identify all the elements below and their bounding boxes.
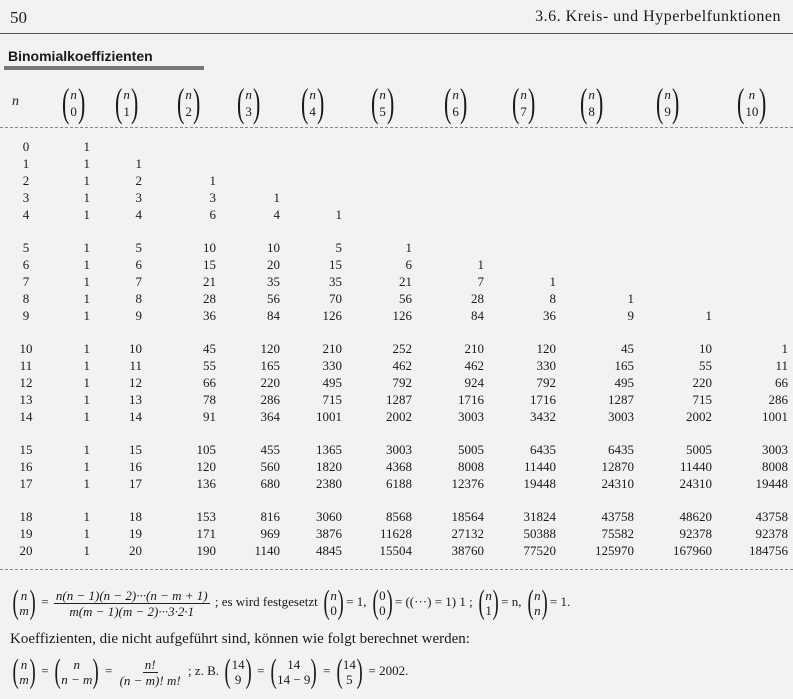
table-cell: 6188 (386, 476, 412, 491)
table-cell: 1001 (316, 409, 342, 424)
table-cell: 330 (322, 358, 342, 373)
table-cell: 3003 (386, 442, 412, 457)
table-cell: 43758 (755, 509, 788, 524)
table-cell: 48620 (679, 509, 712, 524)
table-cell: 969 (260, 526, 280, 541)
row-n-value: 13 (19, 392, 33, 407)
table-cell: 9 (627, 308, 634, 323)
table-cell: 28 (471, 291, 484, 306)
table-cell: 1716 (458, 392, 484, 407)
table-cell: 9 (135, 308, 142, 323)
table-cell: 1 (83, 375, 90, 390)
table-cell: 35 (329, 274, 342, 289)
table-cell: 31824 (523, 509, 556, 524)
binom-14-5: ( 14 5 ) (336, 653, 363, 690)
table-cell: 1 (83, 291, 90, 306)
table-cell: 50388 (523, 526, 556, 541)
table-cell: 8568 (386, 509, 412, 524)
table-cell: 2002 (386, 409, 412, 424)
header-rule (0, 33, 793, 34)
row-n-value: 12 (19, 375, 33, 390)
table-cell: 45 (621, 341, 634, 356)
column-header-k3: ( n 3 ) (236, 80, 261, 125)
table-cell: 43758 (601, 509, 634, 524)
row-n-value: 16 (19, 459, 33, 474)
binom-n-m: ( n m ) (12, 584, 36, 621)
table-cell: 16 (129, 459, 142, 474)
table-cell: 1 (83, 341, 90, 356)
table-cell: 2002 (686, 409, 712, 424)
table-cell: 1 (83, 240, 90, 255)
table-row (0, 442, 793, 458)
table-cell: 680 (260, 476, 280, 491)
binom-0-0: ( 0 0 ) (372, 584, 393, 621)
table-row (0, 274, 793, 290)
section-title-underline (4, 66, 204, 70)
table-cell: 45 (203, 341, 216, 356)
table-cell: 12376 (451, 476, 484, 491)
column-header-k5: ( n 5 ) (370, 80, 395, 125)
table-row (0, 509, 793, 525)
table-cell: 3003 (608, 409, 634, 424)
table-cell: 1365 (316, 442, 342, 457)
table-cell: 12870 (601, 459, 634, 474)
table-cell: 210 (464, 341, 484, 356)
table-cell: 27132 (451, 526, 484, 541)
column-header-k7: ( n 7 ) (511, 80, 536, 125)
column-header-k8: ( n 8 ) (579, 80, 604, 125)
table-row (0, 526, 793, 542)
table-row (0, 476, 793, 492)
table-cell: 13 (129, 392, 142, 407)
table-cell: 36 (203, 308, 216, 323)
table-cell: 1 (83, 207, 90, 222)
table-cell: 66 (203, 375, 216, 390)
binom-n-n-minus-m: ( n n − m ) (54, 653, 100, 690)
table-cell: 495 (322, 375, 342, 390)
table-cell: 28 (203, 291, 216, 306)
table-cell: 14 (129, 409, 142, 424)
table-cell: 5 (335, 240, 342, 255)
table-row (0, 375, 793, 391)
chapter-title: 3.6. Kreis- und Hyperbelfunktionen (535, 8, 781, 25)
table-cell: 3 (135, 190, 142, 205)
table-bottom-rule (0, 569, 793, 571)
row-n-value: 14 (19, 409, 33, 424)
table-cell: 8008 (762, 459, 788, 474)
table-cell: 1 (781, 341, 788, 356)
table-cell: 6 (405, 257, 412, 272)
table-cell: 78 (203, 392, 216, 407)
table-row (0, 139, 793, 155)
table-cell: 10 (699, 341, 712, 356)
table-cell: 10 (267, 240, 280, 255)
symmetry-formula: ( n m ) = ( n n − m ) = $\frac{n!}{(n - m)! m!}$ ; z. B. ( 14 9 ) = ( 14 14 − 9 ) = ( 14 5 ) = 2002. (10, 655, 408, 689)
table-cell: 1 (83, 156, 90, 171)
table-cell: 91 (203, 409, 216, 424)
table-cell: 8 (549, 291, 556, 306)
table-cell: 1 (83, 526, 90, 541)
table-cell: 495 (614, 375, 634, 390)
table-cell: 125970 (595, 543, 634, 558)
row-n-value: 18 (19, 509, 33, 524)
table-cell: 3 (209, 190, 216, 205)
table-cell: 792 (392, 375, 412, 390)
table-row (0, 173, 793, 189)
row-n-value: 11 (19, 358, 33, 373)
table-cell: 1 (83, 459, 90, 474)
table-cell: 153 (196, 509, 216, 524)
table-cell: 220 (692, 375, 712, 390)
table-cell: 5005 (686, 442, 712, 457)
table-cell: 56 (399, 291, 412, 306)
table-cell: 2 (135, 173, 142, 188)
table-cell: 105 (196, 442, 216, 457)
table-cell: 462 (464, 358, 484, 373)
table-row (0, 392, 793, 408)
table-cell: 167960 (673, 543, 712, 558)
table-row (0, 240, 793, 256)
table-cell: 1 (135, 156, 142, 171)
table-cell: 1 (705, 308, 712, 323)
table-row (0, 291, 793, 307)
binom-n-n: ( n n ) (527, 584, 548, 621)
table-cell: 3003 (762, 442, 788, 457)
note-text: Koeffizienten, die nicht aufgeführt sind, können wie folgt berechnet werden: (10, 631, 470, 647)
table-cell: 38760 (451, 543, 484, 558)
row-n-value: 9 (22, 308, 30, 323)
table-cell: 1820 (316, 459, 342, 474)
table-cell: 18564 (451, 509, 484, 524)
column-header-k2: ( n 2 ) (176, 80, 201, 125)
table-row (0, 190, 793, 206)
column-header-k10: ( n 10 ) (736, 80, 767, 125)
table-cell: 18 (129, 509, 142, 524)
table-cell: 1287 (608, 392, 634, 407)
table-cell: 120 (536, 341, 556, 356)
table-cell: 210 (322, 341, 342, 356)
table-cell: 1 (83, 409, 90, 424)
section-title: Binomialkoeffizienten (8, 48, 153, 64)
table-cell: 136 (196, 476, 216, 491)
table-cell: 2380 (316, 476, 342, 491)
table-cell: 3432 (530, 409, 556, 424)
table-cell: 15 (203, 257, 216, 272)
table-cell: 1 (83, 139, 90, 154)
table-cell: 11440 (523, 459, 556, 474)
table-cell: 8 (135, 291, 142, 306)
table-cell: 36 (543, 308, 556, 323)
table-cell: 220 (260, 375, 280, 390)
table-cell: 816 (260, 509, 280, 524)
table-cell: 455 (260, 442, 280, 457)
table-row (0, 257, 793, 273)
binom-n-m-2: ( n m ) (12, 653, 36, 690)
table-cell: 24310 (601, 476, 634, 491)
table-cell: 56 (267, 291, 280, 306)
table-cell: 66 (775, 375, 788, 390)
table-cell: 10 (203, 240, 216, 255)
row-n-value: 4 (22, 207, 30, 222)
table-cell: 715 (692, 392, 712, 407)
table-cell: 126 (322, 308, 342, 323)
factorial-fraction: $\frac{n!}{(n - m)! m!}$ (119, 656, 181, 688)
table-cell: 4 (135, 207, 142, 222)
table-cell: 165 (614, 358, 634, 373)
table-cell: 77520 (523, 543, 556, 558)
column-header-k9: ( n 9 ) (655, 80, 680, 125)
table-cell: 3060 (316, 509, 342, 524)
table-cell: 11 (129, 358, 142, 373)
table-cell: 120 (196, 459, 216, 474)
column-header-k0: ( n 0 ) (61, 80, 86, 125)
table-cell: 560 (260, 459, 280, 474)
table-cell: 5 (135, 240, 142, 255)
definition-formula: ( n m ) = $\frac{n(n - 1)(n - 2)\cdot\cdot\cdot(n - m + 1)}{m(m - 1)(m - 2)\cdot\cdot\cdot 3\cdot 2\cdot 1}$ ; es wird festgesetzt ( n 0 ) = 1, ( 0 0 ) = ((···) = 1) 1 ; ( n 1 ) = n, ( n n ) = 1. (10, 586, 570, 620)
table-cell: 1 (83, 257, 90, 272)
table-cell: 70 (329, 291, 342, 306)
table-cell: 55 (203, 358, 216, 373)
table-cell: 8008 (458, 459, 484, 474)
table-cell: 5005 (458, 442, 484, 457)
festgesetzt-text: ; es wird festgesetzt (214, 593, 318, 609)
table-row (0, 308, 793, 324)
table-cell: 1 (477, 257, 484, 272)
table-cell: 20 (267, 257, 280, 272)
table-cell: 924 (464, 375, 484, 390)
table-cell: 190 (196, 543, 216, 558)
table-cell: 3876 (316, 526, 342, 541)
row-n-value: 0 (22, 139, 30, 154)
table-cell: 715 (322, 392, 342, 407)
binom-14-9: ( 14 9 ) (224, 653, 252, 690)
table-cell: 286 (260, 392, 280, 407)
table-cell: 1 (627, 291, 634, 306)
table-cell: 11628 (379, 526, 412, 541)
row-n-value: 19 (19, 526, 33, 541)
table-cell: 462 (392, 358, 412, 373)
table-cell: 792 (536, 375, 556, 390)
table-cell: 15 (129, 442, 142, 457)
row-n-value: 5 (22, 240, 30, 255)
table-cell: 17 (129, 476, 142, 491)
table-cell: 1 (335, 207, 342, 222)
binom-14-14-minus-9: ( 14 14 − 9 ) (270, 653, 318, 690)
table-cell: 84 (471, 308, 484, 323)
table-cell: 92378 (755, 526, 788, 541)
table-cell: 21 (203, 274, 216, 289)
column-header-n: n (12, 94, 19, 109)
table-row (0, 543, 793, 559)
row-n-value: 6 (22, 257, 30, 272)
table-cell: 1 (83, 308, 90, 323)
table-row (0, 207, 793, 223)
table-cell: 55 (699, 358, 712, 373)
table-cell: 1 (549, 274, 556, 289)
table-cell: 330 (536, 358, 556, 373)
table-cell: 4368 (386, 459, 412, 474)
row-n-value: 3 (22, 190, 30, 205)
table-cell: 286 (768, 392, 788, 407)
row-n-value: 10 (19, 341, 33, 356)
table-cell: 92378 (679, 526, 712, 541)
table-cell: 6435 (530, 442, 556, 457)
table-cell: 6 (209, 207, 216, 222)
row-n-value: 7 (22, 274, 30, 289)
table-cell: 7 (477, 274, 484, 289)
row-n-value: 20 (19, 543, 33, 558)
table-cell: 11 (775, 358, 788, 373)
table-cell: 75582 (601, 526, 634, 541)
table-cell: 21 (399, 274, 412, 289)
page-number: 50 (10, 8, 27, 27)
table-cell: 4845 (316, 543, 342, 558)
table-cell: 1 (273, 190, 280, 205)
table-cell: 35 (267, 274, 280, 289)
table-cell: 20 (129, 543, 142, 558)
table-cell: 1 (83, 543, 90, 558)
table-row (0, 459, 793, 475)
table-cell: 120 (260, 341, 280, 356)
table-cell: 3003 (458, 409, 484, 424)
row-n-value: 1 (22, 156, 30, 171)
table-cell: 12 (129, 375, 142, 390)
column-header-k1: ( n 1 ) (114, 80, 139, 125)
table-cell: 24310 (679, 476, 712, 491)
table-cell: 11440 (679, 459, 712, 474)
example-label: ; z. B. (187, 662, 219, 678)
definition-fraction: $\frac{n(n - 1)(n - 2)\cdot\cdot\cdot(n - m + 1)}{m(m - 1)(m - 2)\cdot\cdot\cdot 3\cdot 2\cdot 1}$ (55, 587, 208, 619)
table-cell: 1140 (254, 543, 280, 558)
table-cell: 15 (329, 257, 342, 272)
table-cell: 19448 (755, 476, 788, 491)
column-header-k4: ( n 4 ) (300, 80, 325, 125)
table-cell: 6435 (608, 442, 634, 457)
table-cell: 171 (196, 526, 216, 541)
binom-n-1: ( n 1 ) (478, 584, 499, 621)
table-cell: 84 (267, 308, 280, 323)
row-n-value: 15 (19, 442, 33, 457)
table-cell: 6 (135, 257, 142, 272)
table-cell: 1 (83, 190, 90, 205)
table-cell: 1 (83, 358, 90, 373)
table-cell: 364 (260, 409, 280, 424)
binom-n-0: ( n 0 ) (323, 584, 344, 621)
table-cell: 15504 (379, 543, 412, 558)
table-cell: 1 (209, 173, 216, 188)
table-cell: 4 (273, 207, 280, 222)
table-cell: 252 (392, 341, 412, 356)
table-cell: 1 (83, 274, 90, 289)
table-cell: 7 (135, 274, 142, 289)
column-header-k6: ( n 6 ) (443, 80, 468, 125)
table-cell: 1716 (530, 392, 556, 407)
row-n-value: 8 (22, 291, 30, 306)
table-cell: 1 (83, 476, 90, 491)
table-row (0, 341, 793, 357)
table-cell: 184756 (749, 543, 788, 558)
table-cell: 1 (83, 442, 90, 457)
table-cell: 1 (405, 240, 412, 255)
table-row (0, 358, 793, 374)
table-cell: 165 (260, 358, 280, 373)
header-bottom-rule (0, 127, 793, 129)
table-cell: 1 (83, 392, 90, 407)
row-n-value: 17 (19, 476, 33, 491)
table-cell: 1 (83, 509, 90, 524)
table-cell: 19448 (523, 476, 556, 491)
example-result: = 2002. (368, 662, 409, 678)
table-cell: 126 (392, 308, 412, 323)
table-cell: 1287 (386, 392, 412, 407)
row-n-value: 2 (22, 173, 30, 188)
table-row (0, 409, 793, 425)
table-cell: 1001 (762, 409, 788, 424)
table-row (0, 156, 793, 172)
table-cell: 10 (129, 341, 142, 356)
table-cell: 1 (83, 173, 90, 188)
table-cell: 19 (129, 526, 142, 541)
